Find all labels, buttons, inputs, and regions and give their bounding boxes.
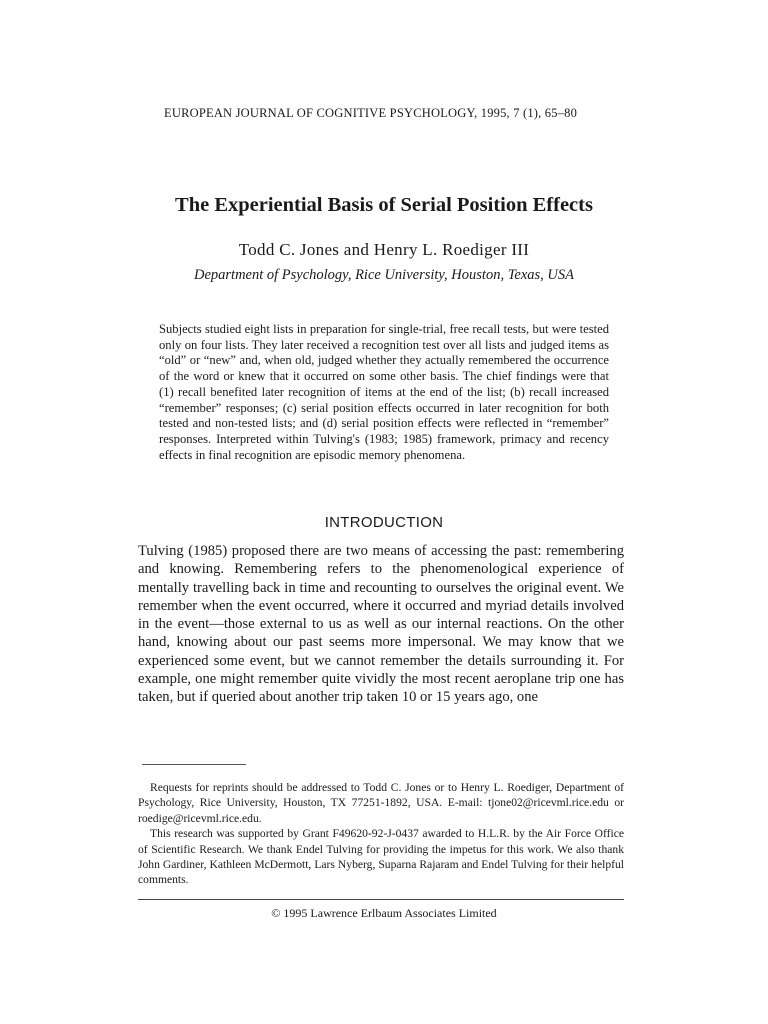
footnotes [138, 780, 624, 888]
article-title: The Experiential Basis of Serial Position Effects [175, 194, 593, 216]
introduction-paragraph: Tulving (1985) proposed there are two means of accessing the past: remembering and knowing. Remembering refers to the phenomenological experience of mentally travelling back in time and recounting to ourselves the original event. We remember when the event occurred, where it occurred and myriad details involved in the event—those external to us as well as our internal reactions. On the other hand, knowing about our past seems more impersonal. We may know that we experienced some event, but we cannot remember the details surrounding it. For example, one might remember quite vividly the most recent aeroplane trip one has taken, but if queried about another trip taken 10 or 15 years ago, one [138, 543, 624, 706]
journal-header: EUROPEAN JOURNAL OF COGNITIVE PSYCHOLOGY, 1995, 7 (1), 65–80 [164, 106, 578, 120]
copyright-notice: © 1995 Lawrence Erlbaum Associates Limited [271, 906, 497, 920]
abstract-text: Subjects studied eight lists in preparation for single-trial, free recall tests, but were tested only on four lists. They later received a recognition test over all lists and judged items as “old” or “new” and, when old, judged whether they actually remembered the occurrence of the word or knew that it occurred on some other basis. The chief findings were that (1) recall benefited later recognition of items at the end of the list; (b) recall increased “remember” responses; (c) serial position effects occurred in later recognition for both tested and non-tested lists; and (d) serial position effects were reflected in “remember” responses. Interpreted within Tulving's (1983; 1985) framework, primacy and recency effects in final recognition are episodic memory phenomena. [159, 322, 609, 462]
section-heading-introduction: INTRODUCTION [324, 514, 444, 531]
footnote-acknowledgements: This research was supported by Grant F49620-92-J-0437 awarded to H.L.R. by the Air Force Office of Scientific Research. We thank Endel Tulving for providing the impetus for this work. We also thank John Gardiner, Kathleen McDermott, Lars Nyberg, Suparna Rajaram and Endel Tulving for their helpful comments. [138, 827, 624, 887]
article-authors: Todd C. Jones and Henry L. Roediger III [238, 240, 530, 259]
footnote-reprints: Requests for reprints should be addressed to Todd C. Jones or to Henry L. Roediger, Department of Psychology, Rice University, Houston, TX 77251-1892, USA. E-mail: tjone02@ricevml.rice.edu or roedige@ricevml.rice.edu. [138, 781, 624, 825]
page-bottom-rule [138, 899, 624, 900]
footnote-divider [142, 764, 246, 765]
author-affiliation: Department of Psychology, Rice University, Houston, Texas, USA [193, 267, 575, 283]
